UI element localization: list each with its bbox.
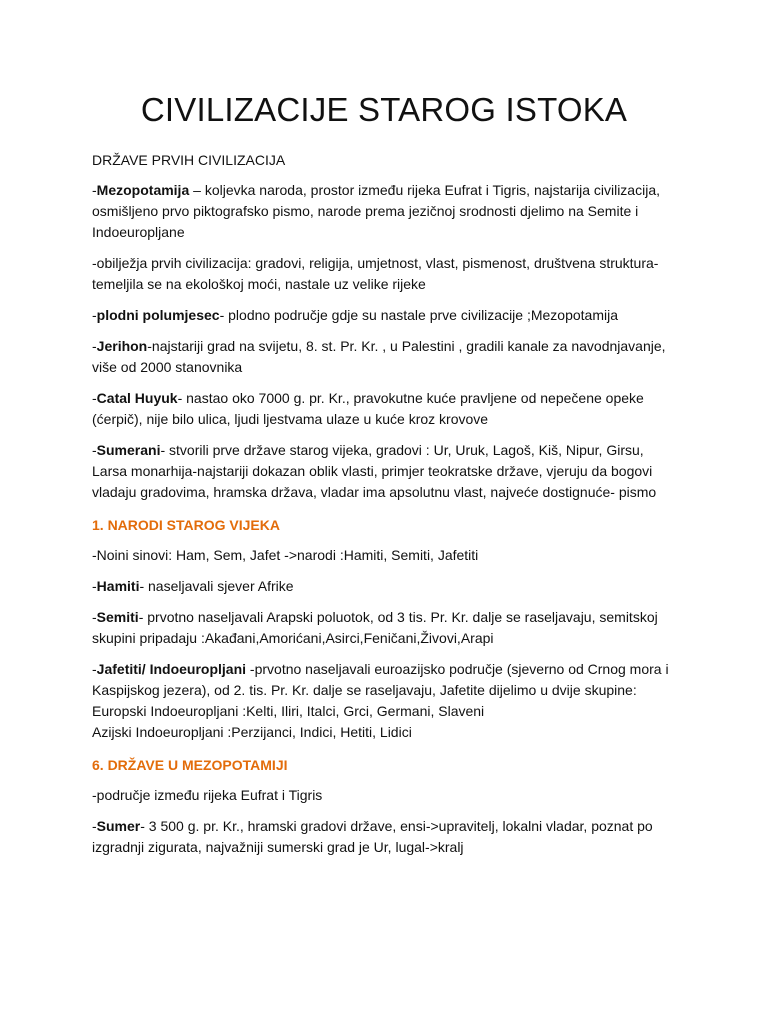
paragraph-text: -najstariji grad na svijetu, 8. st. Pr. Kr. , u Palestini , gradili kanale za navodnjavanje, više od 2000 stanovnika: [92, 338, 666, 375]
term: Sumerani: [96, 442, 161, 458]
dash: -: [92, 307, 97, 323]
dash: -: [92, 442, 97, 458]
paragraph-text: -Noini sinovi: Ham, Sem, Jafet ->narodi :Hamiti, Semiti, Jafetiti: [92, 547, 479, 563]
paragraph-text: -prvotno naseljavali euroazijsko područje (sjeverno od Crnog mora i Kaspijskog jezera), od 2. tis. Pr. Kr. dalje se raseljavaju, Jafetite dijelimo u dvije skupine:: [92, 661, 669, 698]
term: Hamiti: [96, 578, 140, 594]
paragraph-line: Azijski Indoeuropljani :Perzijanci, Indici, Hetiti, Lidici: [92, 724, 412, 740]
term: Catal Huyuk: [96, 390, 178, 406]
paragraph-text: – koljevka naroda, prostor između rijeka Eufrat i Tigris, najstarija civilizacija, osmišljeno prvo piktografsko pismo, narode prema jezičnoj srodnosti djelimo na Semite i Indoeuropljane: [92, 182, 660, 240]
paragraph-hamiti: [92, 576, 676, 597]
term: plodni polumjesec: [96, 307, 220, 323]
paragraph-semiti: [92, 607, 676, 649]
dash: -: [92, 338, 97, 354]
paragraph-text: - naseljavali sjever Afrike: [139, 578, 294, 594]
paragraph-mezopotamija: [92, 180, 676, 243]
section-heading-narodi: 1. NARODI STAROG VIJEKA: [92, 517, 280, 533]
paragraph-text: - nastao oko 7000 g. pr. Kr., pravokutne kuće pravljene od nepečene opeke (ćerpič), nije bilo ulica, ljudi ljestvama ulaze u kuće kroz krovove: [92, 390, 644, 427]
paragraph-sumer: [92, 816, 676, 858]
paragraph-noini-sinovi: [92, 545, 676, 566]
dash: -: [92, 818, 97, 834]
dash: -: [92, 661, 97, 677]
paragraph-text: - stvorili prve države starog vijeka, gradovi : Ur, Uruk, Lagoš, Kiš, Nipur, Girsu, Larsa monarhija-najstariji dokazan oblik vlasti, primjer teokratske države, vjeruju da bogovi vladaju gradovima, hramska država, vladar ima apsolutnu vlast, najveće dostignuće- pismo: [92, 442, 657, 500]
paragraph-obiljezja: [92, 253, 676, 295]
paragraph-plodni-polumjesec: [92, 305, 676, 326]
paragraph-text: - plodno područje gdje su nastale prve civilizacije ;Mezopotamija: [219, 307, 619, 323]
paragraph-text: - prvotno naseljavali Arapski poluotok, od 3 tis. Pr. Kr. dalje se raseljavaju, semitskoj skupini pripadaju :Akađani,Amorićani,Asirci,Feničani,Živovi,Arapi: [92, 609, 658, 646]
term: Semiti: [96, 609, 139, 625]
page-title: CIVILIZACIJE STAROG ISTOKA: [140, 91, 628, 128]
paragraph-text: - 3 500 g. pr. Kr., hramski gradovi države, ensi->upravitelj, lokalni vladar, poznat po izgradnji zigurata, najvažniji sumerski grad je Ur, lugal->kralj: [92, 818, 653, 855]
paragraph-line: Europski Indoeuropljani :Kelti, Iliri, Italci, Grci, Germani, Slaveni: [92, 703, 485, 719]
dash: -: [92, 182, 97, 198]
dash: -: [92, 609, 97, 625]
paragraph-jerihon: [92, 336, 676, 378]
paragraph-podrucje: [92, 785, 676, 806]
term: Mezopotamija: [96, 182, 190, 198]
dash: -: [92, 578, 97, 594]
section-subtitle: DRŽAVE PRVIH CIVILIZACIJA: [92, 152, 286, 168]
term: Sumer: [96, 818, 141, 834]
dash: -: [92, 390, 97, 406]
term: Jafetiti/ Indoeuropljani: [96, 661, 247, 677]
paragraph-text: -obilježja prvih civilizacija: gradovi, religija, umjetnost, vlast, pismenost, društvena struktura-temeljila se na ekološkoj moći, nastale uz velike rijeke: [92, 255, 659, 292]
section-heading-drzave: 6. DRŽAVE U MEZOPOTAMIJI: [92, 757, 288, 773]
term: Jerihon: [96, 338, 148, 354]
paragraph-text: -područje između rijeka Eufrat i Tigris: [92, 787, 323, 803]
paragraph-sumerani: [92, 440, 676, 503]
paragraph-catal-huyuk: [92, 388, 676, 430]
paragraph-jafetiti: [92, 659, 676, 743]
